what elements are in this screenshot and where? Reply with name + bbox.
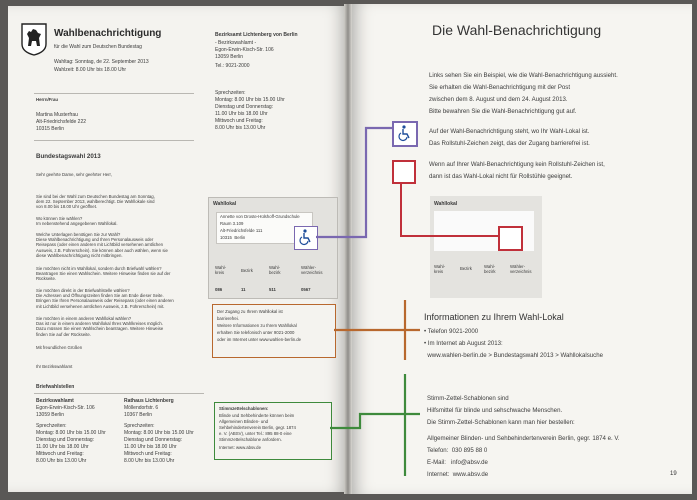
- section-title: Bundestagswahl 2013: [36, 153, 101, 160]
- intro-line: zwischen dem 8. August und dem 24. August 2013.: [429, 96, 568, 103]
- briefwahl-b-name: Rathaus Lichtenberg: [124, 398, 174, 404]
- recipient-label: Herrn/Frau: [36, 97, 58, 102]
- briefwahl-b-line: Möllendorfstr. 6: [124, 405, 159, 411]
- barrier-line: Weitere Informationen zu Ihrem Wahllokal: [217, 323, 297, 328]
- office-hours: 11.00 Uhr bis 18.00 Uhr: [215, 111, 268, 117]
- schablonen-line: Internet: www.absv.de: [219, 445, 261, 450]
- briefwahl-a-line: 13059 Berlin: [36, 412, 65, 418]
- intro-line: Links sehen Sie ein Beispiel, wie die Wahl-Benachrichtigung aussieht.: [429, 72, 618, 79]
- recipient-line: 10315 Berlin: [36, 126, 65, 132]
- info-item: • Im Internet ab August 2013:: [424, 340, 503, 347]
- barrier-line: Der Zugang zu Ihrem Wahllokal ist: [217, 309, 283, 314]
- election-date: Wahltag: Sonntag, de 22. September 2013: [54, 59, 149, 65]
- office-line: Tel.: 9021-2000: [215, 63, 250, 69]
- red-line: dann ist das Wahl-Lokal nicht für Rollstühle geeignet.: [429, 173, 573, 180]
- schablonen-line: Allgemeinen Blinden- und: [219, 419, 268, 424]
- schablonen-info: Stimm-Zettel-Schablonen sind: [427, 395, 509, 402]
- body-paragraph: Sie möchten direkt in der Briefwahlstelle wählen? Die Adressen und Öffnungszeiten finden Sie am Ende dieser Seite. Bringen Sie Ihren Personalausweis oder Reisepass (oder einen anderen mit Lichtbild versehenen amtlichen Ausweis, z.B. Führerschein) mit.: [36, 288, 174, 309]
- office-line: 13059 Berlin: [215, 54, 244, 60]
- right-card-column: Wahl- kreis: [434, 264, 446, 275]
- briefwahl-b-hours: 8.00 Uhr bis 13.00 Uhr: [124, 458, 175, 464]
- body-paragraph: Sie möchten nicht im Wahllokal, sondern durch Briefwahl wählen? Beantragen Sie einen Wahlschein. Weitere Hinweise finden sie auf der Rückseite.: [36, 266, 171, 282]
- red-line: Wenn auf Ihrer Wahl-Benachrichtigung kein Rollstuhl-Zeichen ist,: [429, 161, 605, 168]
- body-paragraph: Sie sind bei der Wahl zum Deutschen Bundestag am Sonntag, dem 22. September 2013, wahlberechtigt. Die Wahllokale sind von 8.00 bis 18.00 Uhr geöffnet.: [36, 194, 155, 210]
- schablonen-line: Stimmzettelschablonen:: [219, 406, 269, 411]
- schablonen-info: E-Mail: info@absv.de: [427, 459, 488, 466]
- office-hours: 8.00 Uhr bis 13.00 Uhr: [215, 125, 266, 131]
- right-card-column: Wähler- verzeichnis: [510, 264, 532, 275]
- salutation: Sehr geehrte Dame, sehr geehrter Herr,: [36, 172, 112, 177]
- right-card-column: Bezirk: [460, 266, 472, 271]
- card-value: 11: [241, 287, 246, 292]
- wahllokal-line: 10315 Berlin: [220, 235, 246, 240]
- briefwahl-b-hours: Montag: 8.00 Uhr bis 15.00 Uhr: [124, 430, 194, 436]
- briefwahl-a-hours-label: Sprechzeiten:: [36, 423, 67, 429]
- body-paragraph: Sie möchten in einem anderen Wahllokal wählen? Das ist nur in einem anderen Wahllokal Ihres Wahlkreises möglich. Dazu müssen Sie einen Wahlschein beantragen. Weitere Hinweise finden Sie auf der Rückseite.: [36, 316, 164, 337]
- barrier-line: oder im Internet unter www.wahlen-berlin.de: [217, 337, 302, 342]
- briefwahl-a-hours: Mittwoch und Freitag:: [36, 451, 84, 457]
- recipient-line: Martina Musterfrau: [36, 112, 78, 118]
- briefwahl-a-hours: 11.00 Uhr bis 18.00 Uhr: [36, 444, 89, 450]
- schablonen-line: Sehbehindertenverein Berlin, gegr. 1874: [219, 425, 296, 430]
- wahllokal-line: Alt-Friedrichsfelde 111: [220, 228, 263, 233]
- info-item: • Telefon 9021-2000: [424, 328, 479, 335]
- page-number: 19: [670, 471, 677, 477]
- right-card-label: Wahllokal: [434, 201, 458, 207]
- card-column-header: Bezirk: [241, 268, 253, 273]
- card-value: 0567: [301, 287, 311, 292]
- intro-line: Bitte bewahren Sie die Wahl-Benachrichtigung gut auf.: [429, 108, 577, 115]
- office-hours: Montag: 8.00 Uhr bis 15.00 Uhr: [215, 97, 285, 103]
- schablonen-info: Hilfsmittel für blinde und sehschwache Menschen.: [427, 407, 563, 414]
- briefwahl-a-line: Egon-Erwin-Kisch-Str. 106: [36, 405, 95, 411]
- doc-subtitle: für die Wahl zum Deutschen Bundestag: [54, 44, 142, 50]
- office-line: Egon-Erwin-Kisch-Str. 106: [215, 47, 274, 53]
- schablonen-info: Telefon: 030 895 88 0: [427, 447, 488, 454]
- card-column-header: Wahl- bezirk: [269, 265, 281, 276]
- info-heading: Informationen zu Ihrem Wahl-Lokal: [424, 312, 564, 322]
- briefwahl-a-hours: Dienstag und Donnerstag:: [36, 437, 95, 443]
- briefwahl-a-hours: Montag: 8.00 Uhr bis 15.00 Uhr: [36, 430, 106, 436]
- office-line: - Bezirkswahlamt -: [215, 40, 257, 46]
- card-column-header: Wahl- kreis: [215, 265, 227, 276]
- intro-line: Sie erhalten die Wahl-Benachrichtigung mit der Post: [429, 84, 571, 91]
- closing: Mit freundlichen Grüßen: [36, 345, 83, 350]
- recipient-line: Alt-Friedrichsfelde 222: [36, 119, 87, 125]
- briefwahl-title: Briefwahlstellen: [36, 384, 75, 390]
- wahllokal-line: Annette von Droste-Hülshoff-Grundschule: [220, 214, 300, 219]
- election-time: Wahlzeit: 8.00 Uhr bis 18.00 Uhr: [54, 67, 127, 73]
- right-card-column: Wahl- bezirk: [484, 264, 496, 275]
- barrier-line: barrierefrei.: [217, 316, 239, 321]
- briefwahl-b-hours: Dienstag und Donnerstag:: [124, 437, 183, 443]
- office-hours-label: Sprechzeiten:: [215, 90, 246, 96]
- schablonen-line: Blinde und Sehbehinderte können beim: [219, 413, 295, 418]
- red-connector-line: [401, 182, 498, 236]
- briefwahl-a-name: Bezirkswahlamt: [36, 398, 74, 404]
- briefwahl-a-hours: 8.00 Uhr bis 13.00 Uhr: [36, 458, 87, 464]
- barrier-line: erhalten Sie telefonisch unter 9021-2000: [217, 330, 295, 335]
- office-heading: Bezirksamt Lichtenberg von Berlin: [215, 32, 298, 38]
- briefwahl-b-hours: Mittwoch und Freitag:: [124, 451, 172, 457]
- schablonen-line: e. V. (ABSV), unter Tel.: 895 88-0 eine: [219, 431, 292, 436]
- card-value: 086: [215, 287, 223, 292]
- body-paragraph: Welche Unterlagen benötigen Sie zur Wahl? Diese Wahlbenachrichtigung und Ihren Personalausweis oder Reisepass (oder einen anderen mit Lichtbild versehenen amtlichen Ausweis, z.B. Führerschein). Sie können aber auch wählen, wenn sie diese Wahlbenachrichtigung nicht mitbringen.: [36, 232, 168, 258]
- card-column-header: Wähler- verzeichnis: [301, 265, 323, 276]
- schablonen-info: Internet: www.absv.de: [427, 471, 489, 478]
- briefwahl-b-hours: 11.00 Uhr bis 18.00 Uhr: [124, 444, 177, 450]
- briefwahl-b-line: 10367 Berlin: [124, 412, 153, 418]
- right-title: Die Wahl-Benachrichtigung: [432, 22, 602, 38]
- body-paragraph: Wo können Sie wählen? Im nebenstehend angegebenen Wahllokal.: [36, 216, 118, 227]
- wahllokal-label: Wahllokal: [213, 201, 237, 207]
- info-item: www.wahlen-berlin.de > Bundestagswahl 2013 > Wahllokalsuche: [424, 352, 603, 359]
- purple-line: Das Rollstuhl-Zeichen zeigt, das der Zugang barrierefrei ist.: [429, 140, 590, 147]
- schablonen-info: Die Stimm-Zettel-Schablonen kann man hier bestellen:: [427, 419, 575, 426]
- doc-title: Wahlbenachrichtigung: [54, 28, 162, 39]
- purple-line: Auf der Wahl-Benachrichtigung steht, wo Ihr Wahl-Lokal ist.: [429, 128, 590, 135]
- card-value: 511: [269, 287, 276, 292]
- schablonen-line: Stimmzettelschablone anfordern.: [219, 437, 282, 442]
- briefwahl-b-hours-label: Sprechzeiten:: [124, 423, 155, 429]
- schablonen-info: Allgemeiner Blinden- und Sehbehindertenverein Berlin, gegr. 1874 e. V.: [427, 435, 620, 442]
- wahllokal-line: Raum 3.109: [220, 221, 244, 226]
- office-hours: Dienstag und Donnerstag:: [215, 104, 274, 110]
- signature: Ihr Bezirkswahlamt: [36, 364, 73, 369]
- office-hours: Mittwoch und Freitag:: [215, 118, 263, 124]
